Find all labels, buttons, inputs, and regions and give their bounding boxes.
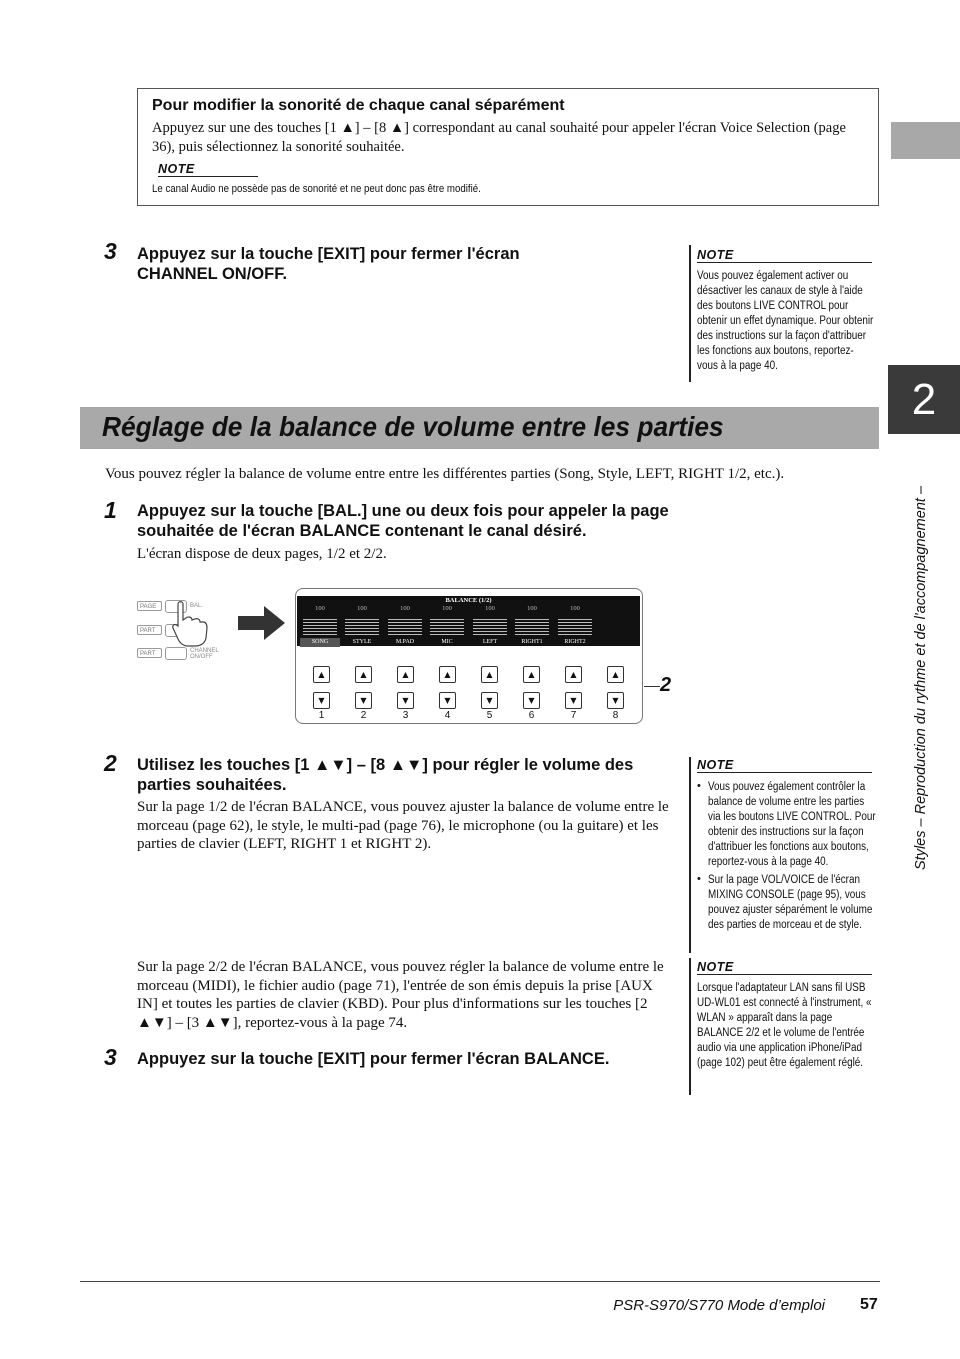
down-button-5[interactable]: ▼: [481, 692, 498, 709]
channel-value: 100: [357, 605, 367, 612]
channel-value: 100: [570, 605, 580, 612]
channel-mpad: [385, 605, 425, 646]
note-divider: [689, 958, 691, 1095]
note-text: Vous pouvez également contrôler la balance de volume entre les parties via les boutons LIVE CONTROL. Pour obtenir des instructions sur la façon d'attribuer les fonctions aux boutons, reportez-vous à la page 40.: [708, 781, 876, 868]
up-button-3[interactable]: ▲: [397, 666, 414, 683]
channel-name: RIGHT2: [564, 639, 586, 645]
step-heading: Appuyez sur la touche [BAL.] une ou deux fois pour appeler la page souhaitée de l'écran BALANCE contenant le canal désiré.: [137, 502, 669, 540]
bal-label: BAL.: [190, 603, 204, 609]
note-divider: [689, 245, 691, 382]
up-button-1[interactable]: ▲: [313, 666, 330, 683]
volume-meter: [558, 617, 592, 637]
footer-title: PSR-S970/S770 Mode d’emploi: [613, 1297, 825, 1314]
pointing-hand-icon: [170, 600, 212, 648]
step-number: 3: [104, 1044, 117, 1070]
note-text: Vous pouvez également activer ou désactiver les canaux de style à l'aide des boutons LIVE CONTROL pour obtenir un effet dynamique. Pour obtenir des instructions sur la façon d'attribuer les fonctions aux boutons, reportez-vous à la page 40.: [697, 270, 874, 372]
step-number: 2: [104, 750, 117, 776]
step-text: L'écran dispose de deux pages, 1/2 et 2/2.: [137, 546, 387, 562]
footer-rule: [80, 1281, 880, 1282]
note-label: NOTE: [697, 758, 872, 773]
page-number: 57: [860, 1296, 878, 1313]
channel-name: RIGHT1: [521, 639, 543, 645]
info-box-note-text: Le canal Audio ne possède pas de sonorité et ne peut donc pas être modifié.: [152, 183, 481, 195]
note-label: NOTE: [697, 960, 872, 975]
channel-left: [470, 605, 510, 646]
button-number: 2: [360, 710, 367, 721]
channel-value: 100: [485, 605, 495, 612]
down-button-6[interactable]: ▼: [523, 692, 540, 709]
step-text: Sur la page 2/2 de l'écran BALANCE, vous pouvez régler la balance de volume entre le morceau (MIDI), le fichier audio (page 71), l'entrée de son émis depuis la prise [AUX IN] et toutes les parties de clavier (KBD). Pour plus d'informations sur les touches [2 ▲▼] – [3 ▲▼], reportez-vous à la page 74.: [137, 959, 664, 1031]
channel-value: 100: [400, 605, 410, 612]
channel-name: LEFT: [482, 639, 498, 645]
up-button-2[interactable]: ▲: [355, 666, 372, 683]
info-box: [137, 88, 879, 206]
down-button-3[interactable]: ▼: [397, 692, 414, 709]
chapter-side-label: Styles – Reproduction du rythme et de l'accompagnement –: [913, 485, 929, 870]
step-number: 3: [104, 238, 117, 264]
part-tag: PART: [137, 648, 162, 658]
channel-style: [342, 605, 382, 646]
info-box-heading: Pour modifier la sonorité de chaque canal séparément: [152, 97, 565, 114]
button-number: 8: [612, 710, 619, 721]
down-button-2[interactable]: ▼: [355, 692, 372, 709]
button-number: 3: [402, 710, 409, 721]
step-text: Sur la page 1/2 de l'écran BALANCE, vous pouvez ajuster la balance de volume entre le morceau (page 62), le style, le multi-pad (page 76), le microphone (ou la guitare) et les parties de clavier (LEFT, RIGHT 1 et RIGHT 2).: [137, 799, 669, 852]
right-arrow-icon: [238, 606, 286, 640]
channel-value: 100: [527, 605, 537, 612]
down-button-7[interactable]: ▼: [565, 692, 582, 709]
up-button-4[interactable]: ▲: [439, 666, 456, 683]
bullet-glyph: •: [697, 873, 701, 885]
bullet-glyph: •: [697, 780, 701, 792]
screen-title: BALANCE (1/2): [445, 597, 492, 604]
info-box-note: [158, 162, 258, 177]
note-divider: [689, 757, 691, 953]
volume-meter: [345, 617, 379, 637]
channel-right2: [555, 605, 595, 646]
step-heading: Appuyez sur la touche [EXIT] pour fermer l'écran CHANNEL ON/OFF.: [137, 245, 520, 283]
part-tag: PART: [137, 625, 162, 635]
channel-name: M.PAD: [395, 639, 415, 645]
down-button-4[interactable]: ▼: [439, 692, 456, 709]
up-button-5[interactable]: ▲: [481, 666, 498, 683]
volume-meter: [515, 617, 549, 637]
channel-song: [300, 605, 340, 646]
channel-name: STYLE: [352, 639, 372, 645]
chapter-number: 2: [888, 365, 960, 434]
volume-meter: [473, 617, 507, 637]
down-button-8[interactable]: ▼: [607, 692, 624, 709]
callout-line: [644, 686, 660, 687]
up-button-8[interactable]: ▲: [607, 666, 624, 683]
channel-right1: [512, 605, 552, 646]
step-heading: Appuyez sur la touche [EXIT] pour fermer l'écran BALANCE.: [137, 1050, 610, 1068]
page-tag: PAGE: [137, 601, 162, 611]
channel-name: SONG: [300, 638, 340, 647]
channel-onoff-label: CHANNEL ON/OFF: [190, 648, 219, 660]
down-button-1[interactable]: ▼: [313, 692, 330, 709]
callout-number: 2: [660, 674, 672, 696]
section-title-bar: [80, 407, 879, 449]
info-box-body: Appuyez sur une des touches [1 ▲] – [8 ▲] correspondant au canal souhaité pour appeler l'écran Voice Selection (page 36), puis sélectionnez la sonorité souhaitée.: [152, 120, 846, 155]
channel-value: 100: [442, 605, 452, 612]
up-button-7[interactable]: ▲: [565, 666, 582, 683]
channel-onoff-button[interactable]: [165, 647, 187, 660]
button-number: 6: [528, 710, 535, 721]
button-number: 5: [486, 710, 493, 721]
volume-meter: [430, 617, 464, 637]
balance-screen: [297, 596, 640, 646]
button-number: 7: [570, 710, 577, 721]
note-text: Sur la page VOL/VOICE de l'écran MIXING CONSOLE (page 95), vous pouvez ajuster séparément le volume des parties de morceau et de style.: [708, 874, 873, 931]
note-label: NOTE: [697, 248, 872, 263]
button-number: 4: [444, 710, 451, 721]
up-button-6[interactable]: ▲: [523, 666, 540, 683]
chapter-tab-marker: [891, 122, 960, 159]
button-number: 1: [318, 710, 325, 721]
note-label: NOTE: [158, 162, 258, 177]
step-number: 1: [104, 497, 117, 523]
note-text: Lorsque l'adaptateur LAN sans fil USB UD-WL01 est connecté à l'instrument, « WLAN » apparaît dans la page BALANCE 2/2 et le volume de l'entrée audio via une application iPhone/iPad (page 102) peut être également réglé.: [697, 982, 872, 1069]
channel-name: MIC: [441, 639, 453, 645]
intro-paragraph: Vous pouvez régler la balance de volume entre entre les différentes parties (Song, Style, LEFT, RIGHT 1/2, etc.).: [105, 466, 785, 482]
step-heading: Utilisez les touches [1 ▲▼] – [8 ▲▼] pour régler le volume des parties souhaitées.: [137, 756, 634, 794]
volume-meter: [303, 617, 337, 637]
channel-value: 100: [315, 605, 325, 612]
volume-meter: [388, 617, 422, 637]
channel-mic: [427, 605, 467, 646]
section-title: Réglage de la balance de volume entre les parties: [102, 411, 724, 442]
